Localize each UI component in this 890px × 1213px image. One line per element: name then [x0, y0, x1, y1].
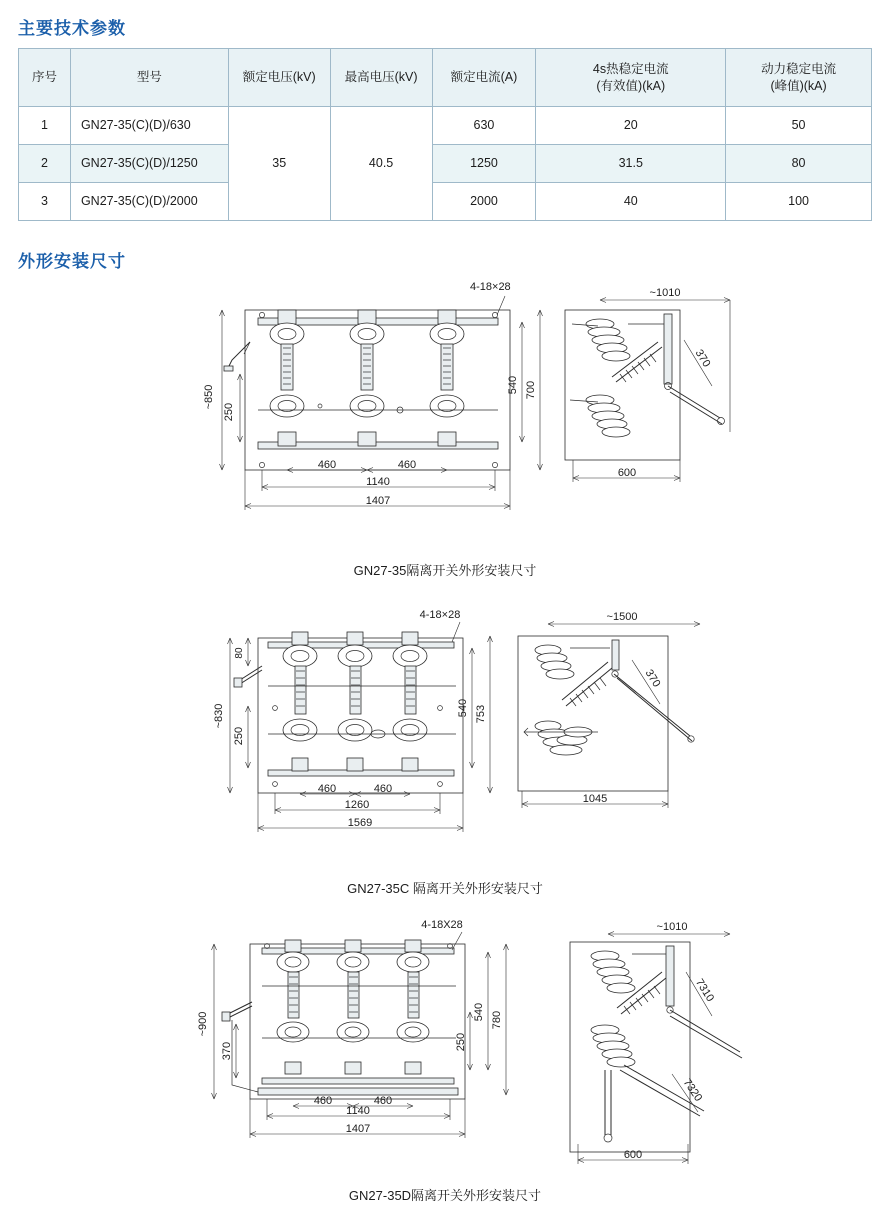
label-250: 250: [223, 402, 235, 422]
label-side-7320: 7320: [680, 1076, 705, 1104]
cell-no: 1: [19, 107, 71, 145]
label-1140: 1140: [366, 476, 390, 488]
table-row: [19, 145, 872, 183]
column-header-rated-current: 额定电流(A): [432, 49, 536, 107]
page-title-parameters: 主要技术参数: [18, 19, 126, 38]
label-side-7310: 7310: [692, 976, 717, 1004]
table-row: [19, 183, 872, 221]
column-header-no: 序号: [19, 49, 71, 107]
drawing-gn27-35-svg: [0, 282, 890, 582]
drawing-gn27-35c-svg: [0, 608, 890, 898]
thermal-current-line1: 4s热稳定电流: [592, 61, 669, 76]
label-hole-callout: 4-18X28: [421, 920, 463, 931]
label-1407: 1407: [345, 1123, 371, 1135]
label-780: 780: [491, 1010, 503, 1030]
cell-thermal-current: 31.5: [536, 145, 726, 183]
caption-gn27-35: GN27-35隔离开关外形安装尺寸: [353, 563, 537, 578]
label-250: 250: [455, 1032, 467, 1052]
dynamic-current-line1: 动力稳定电流: [761, 61, 837, 76]
cell-thermal-current: 40: [536, 183, 726, 221]
label-side-370: 370: [692, 347, 713, 370]
cell-model: GN27-35(C)(D)/1250: [70, 145, 228, 183]
label-side-600: 600: [617, 467, 637, 479]
label-height-830: ~830: [213, 703, 225, 729]
label-side-370: 370: [642, 667, 663, 690]
label-side-1010: ~1010: [656, 921, 688, 933]
label-460-a: 460: [317, 459, 337, 471]
label-460-b: 460: [373, 783, 393, 795]
cell-max-voltage: 40.5: [330, 107, 432, 221]
label-460-b: 460: [373, 1095, 393, 1107]
label-side-1500: ~1500: [606, 611, 638, 623]
drawing-gn27-35d: [0, 920, 890, 1205]
caption-gn27-35d: GN27-35D隔离开关外形安装尺寸: [348, 1188, 542, 1203]
label-1569: 1569: [347, 817, 373, 829]
column-header-dynamic-current: [726, 49, 872, 107]
caption-gn27-35c: GN27-35C 隔离开关外形安装尺寸: [347, 881, 543, 896]
label-1140: 1140: [346, 1105, 370, 1117]
cell-rated-current: 2000: [432, 183, 536, 221]
label-side-1010: ~1010: [649, 287, 681, 299]
cell-model: GN27-35(C)(D)/2000: [70, 183, 228, 221]
label-460-a: 460: [313, 1095, 333, 1107]
label-1407: 1407: [365, 495, 391, 507]
table-header-row: [19, 49, 872, 107]
thermal-current-line2: (有效值)(kA): [596, 78, 666, 93]
label-700: 700: [525, 380, 537, 400]
label-753: 753: [475, 704, 487, 724]
column-header-thermal-current: [536, 49, 726, 107]
drawing-gn27-35c: [0, 608, 890, 898]
cell-thermal-current: 20: [536, 107, 726, 145]
table-header: [19, 49, 872, 107]
label-hole-callout: 4-18×28: [419, 609, 461, 621]
column-header-max-voltage: 最高电压(kV): [330, 49, 432, 107]
label-540: 540: [473, 1002, 485, 1022]
label-height-850: ~850: [203, 384, 215, 410]
cell-model: GN27-35(C)(D)/630: [70, 107, 228, 145]
cell-dynamic-current: 50: [726, 107, 872, 145]
label-1260: 1260: [344, 799, 370, 811]
label-540: 540: [507, 375, 519, 395]
label-height-900: ~900: [197, 1011, 209, 1037]
label-460-a: 460: [317, 783, 337, 795]
label-540: 540: [457, 698, 469, 718]
cell-rated-current: 630: [432, 107, 536, 145]
cell-rated-voltage: 35: [228, 107, 330, 221]
label-250: 250: [233, 726, 245, 746]
table-body: [19, 107, 872, 221]
technical-parameters-table: [18, 48, 872, 221]
cell-dynamic-current: 80: [726, 145, 872, 183]
column-header-rated-voltage: 额定电压(kV): [228, 49, 330, 107]
cell-dynamic-current: 100: [726, 183, 872, 221]
label-370: 370: [221, 1041, 233, 1061]
page-title-dimensions: 外形安装尺寸: [18, 252, 126, 271]
drawing-gn27-35: [0, 282, 890, 582]
cell-no: 3: [19, 183, 71, 221]
label-side-1045: 1045: [582, 793, 608, 805]
drawing-gn27-35d-svg: [0, 920, 890, 1205]
cell-no: 2: [19, 145, 71, 183]
label-hole-callout: 4-18×28: [470, 282, 511, 293]
column-header-model: 型号: [70, 49, 228, 107]
label-460-b: 460: [397, 459, 417, 471]
dynamic-current-line2: (峰值)(kA): [770, 78, 827, 93]
table-row: [19, 107, 872, 145]
label-80: 80: [234, 647, 245, 659]
label-side-600: 600: [623, 1149, 643, 1161]
cell-rated-current: 1250: [432, 145, 536, 183]
